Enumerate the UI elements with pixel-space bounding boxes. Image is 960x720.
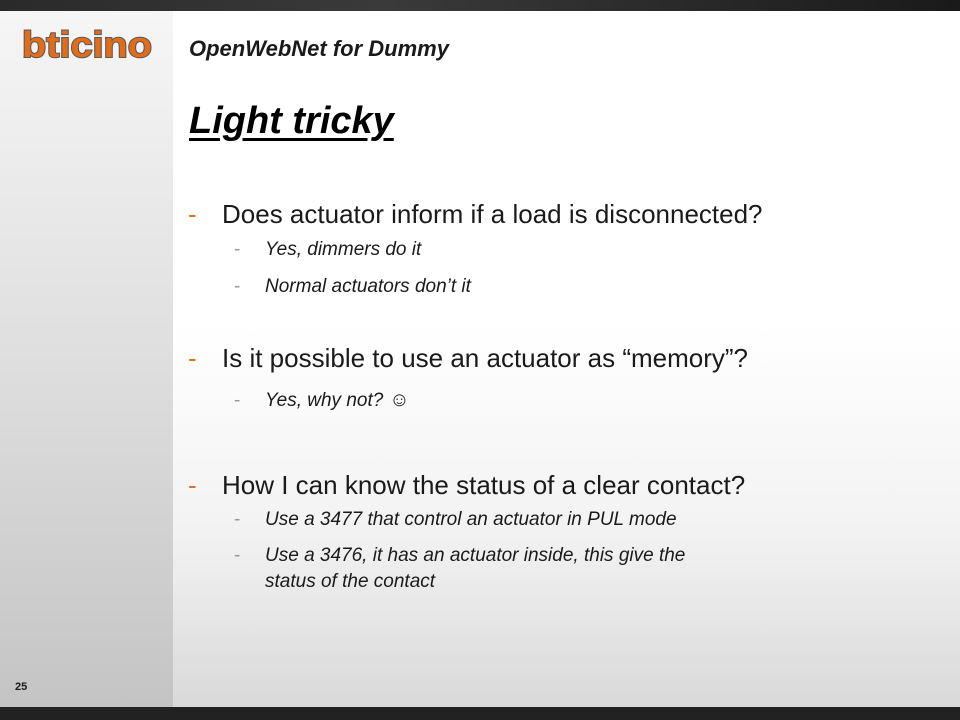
- page-number: 25: [15, 681, 28, 693]
- header-title: OpenWebNet for Dummy: [189, 36, 449, 61]
- bullet-dash: -: [188, 343, 197, 373]
- sub-dash: -: [234, 239, 241, 260]
- sub-bullet-2-1: [234, 389, 410, 412]
- left-band: [0, 11, 173, 707]
- sub-bullet-text: Normal actuators don’t it: [265, 276, 471, 297]
- sub-bullet-text: Use a 3476, it has an actuator inside, this give the: [265, 545, 686, 566]
- sub-bullet-text: Use a 3477 that control an actuator in PUL mode: [265, 509, 677, 530]
- bullet-text: How I can know the status of a clear contact?: [222, 470, 746, 500]
- bticino-logo: [22, 28, 152, 62]
- sub-bullet-text: Yes, dimmers do it: [265, 239, 422, 260]
- sub-bullet-3-2: [234, 545, 685, 567]
- bullet-text: Is it possible to use an actuator as “memory”?: [222, 343, 749, 373]
- sub-dash: -: [234, 390, 241, 411]
- sub-dash: -: [234, 276, 241, 297]
- svg-text:bticino: bticino: [22, 28, 152, 62]
- sub-bullet-text: Yes, why not?: [265, 390, 384, 411]
- bullet-dash: -: [188, 199, 197, 229]
- bullet-1: [188, 199, 763, 230]
- sub-bullet-3-1: [234, 509, 677, 531]
- slide-title: Light tricky: [189, 100, 394, 142]
- sub-dash: -: [234, 545, 241, 566]
- sub-bullet-3-2-continuation: status of the contact: [265, 571, 436, 592]
- smiley-icon: ☺: [389, 389, 410, 411]
- bullet-3: [188, 470, 745, 501]
- sub-bullet-1-1: [234, 239, 421, 261]
- bottom-bar: [0, 707, 960, 720]
- top-bar: [0, 0, 960, 11]
- bullet-text: Does actuator inform if a load is disconnected?: [222, 199, 763, 229]
- bullet-2: [188, 343, 748, 374]
- sub-dash: -: [234, 509, 241, 530]
- bullet-dash: -: [188, 470, 197, 500]
- sub-bullet-1-2: [234, 276, 471, 298]
